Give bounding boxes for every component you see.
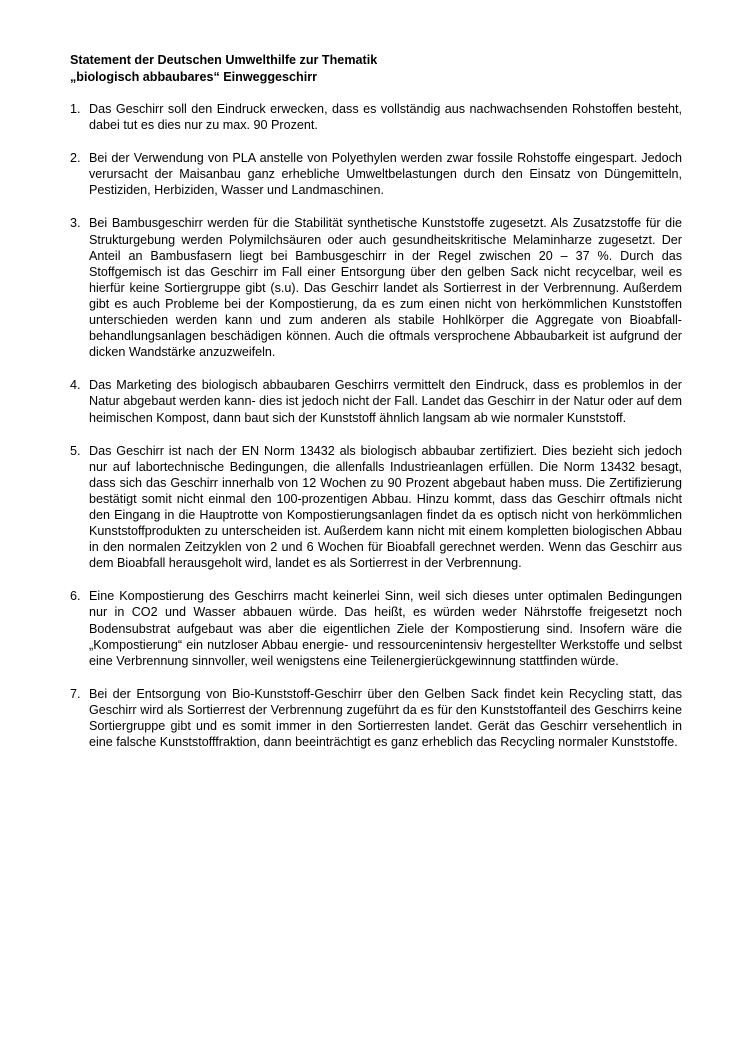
list-item-2 [70,150,682,198]
item-text: Das Geschirr soll den Eindruck erwecken, dass es vollständig aus nachwachsenden Rohstoffen besteht, dabei tut es dies nur zu max. 90 Prozent. [89,102,682,133]
list-item-6 [70,588,682,668]
item-text: Bei der Verwendung von PLA anstelle von Polyethylen werden zwar fossile Rohstoffe eingespart. Jedoch verursacht der Maisanbau ganz erhebliche Umweltbelastungen durch den Einsatz von Düngemitteln, Pestiziden, Herbiziden, Wasser und Landmaschinen. [89,151,682,198]
item-text: Bei Bambusgeschirr werden für die Stabilität synthetische Kunststoffe zugesetzt. Als Zusatzstoffe für die Strukturgebung werden Polymilchsäuren oder auch gesundheitskritische Melaminharze zugesetzt. Der Anteil an Bambusfasern liegt bei Bambusgeschirr in der Regel zwischen 20 – 37 %. Durch das Stoffgemisch ist das Geschirr im Fall einer Entsorgung über den gelben Sack nicht recycelbar, weil es hierfür keine Sortiergruppe gibt (s.u). Das Geschirr landet als Sortierrest in der Verbrennung. Außerdem gibt es auch Probleme bei der Kompostierung, da es zum einen nicht von herkömmlichen Kunststoffen unterschieden werden kann und zum anderen als stabile Hohlkörper die Aggregate von Bioabfall-behandlungsanlagen beschädigen können. Auch die oftmals versprochene Abbaubarkeit ist aufgrund der dicken Wandstärke anzuzweifeln. [89,216,682,360]
list-item-4 [70,377,682,425]
item-text: Das Geschirr ist nach der EN Norm 13432 als biologisch abbaubar zertifiziert. Dies bezieht sich jedoch nur auf labortechnische Bedingungen, die allenfalls Industrieanlagen erfüllen. Die Norm 13432 besagt, dass sich das Geschirr innerhalb von 12 Wochen zu 90 Prozent abgebaut haben muss. Die Zertifizierung bestätigt somit nicht einmal den 100-prozentigen Abbau. Hinzu kommt, dass das Geschirr oftmals nicht den Eingang in die Hauptrotte von Kompostierungsanlagen findet da es optisch nicht von herkömmlichen Kunststoffprodukten zu unterscheiden ist. Außerdem kann nicht mit einem kompletten biologischen Abbau in den normalen Zeitzyklen von 2 und 6 Wochen für Bioabfall gerechnet werden. Wenn das Geschirr aus dem Bioabfall herausgeholt wird, landet es als Sortierrest in der Verbrennung. [89,443,682,571]
item-number: 5. [70,443,81,458]
list-item-1 [70,101,682,133]
title-line-2: „biologisch abbaubares“ Einweggeschirr [70,70,318,84]
list-item-7 [70,686,682,750]
title-line-1: Statement der Deutschen Umwelthilfe zur Thematik [70,53,378,67]
item-number: 2. [70,151,81,166]
item-number: 6. [70,589,81,604]
document-page [70,52,682,767]
item-number: 3. [70,216,81,231]
item-text: Das Marketing des biologisch abbaubaren Geschirrs vermittelt den Eindruck, dass es problemlos in der Natur abgebaut werden kann- dies ist jedoch nicht der Fall. Landet das Geschirr in der Natur oder auf dem heimischen Kompost, dann baut sich der Kunststoff ähnlich langsam ab wie normaler Kunststoff. [89,378,682,425]
list-item-3 [70,215,682,360]
statement-list [70,101,682,750]
item-number: 7. [70,686,81,701]
item-number: 1. [70,102,81,116]
document-title [70,52,682,86]
item-text: Eine Kompostierung des Geschirrs macht keinerlei Sinn, weil sich dieses unter optimalen Bedingungen nur in CO2 und Wasser abbauen würde. Das heißt, es würden weder Nährstoffe freigesetzt noch Bodensubstrat aufgebaut was aber die eigentlichen Ziele der Kompostierung sind. Insofern wäre die „Kompostierung“ ein nutzloser Abbau energie- und ressourcenintensiv hergestellter Werkstoffe und selbst eine Verbrennung sinnvoller, weil wenigstens eine Teilenergierückgewinnung stattfinden würde. [89,589,682,668]
item-text: Bei der Entsorgung von Bio-Kunststoff-Geschirr über den Gelben Sack findet kein Recycling statt, das Geschirr wird als Sortierrest der Verbrennung zugeführt da es für den Kunststoffanteil des Geschirrs keine Sortiergruppe gibt und es somit immer in den Sortierresten landet. Gerät das Geschirr versehentlich in eine falsche Kunststofffraktion, dann beeinträchtigt es ganz erheblich das Recycling normaler Kunststoffe. [89,686,682,750]
item-number: 4. [70,378,81,393]
list-item-5 [70,443,682,572]
